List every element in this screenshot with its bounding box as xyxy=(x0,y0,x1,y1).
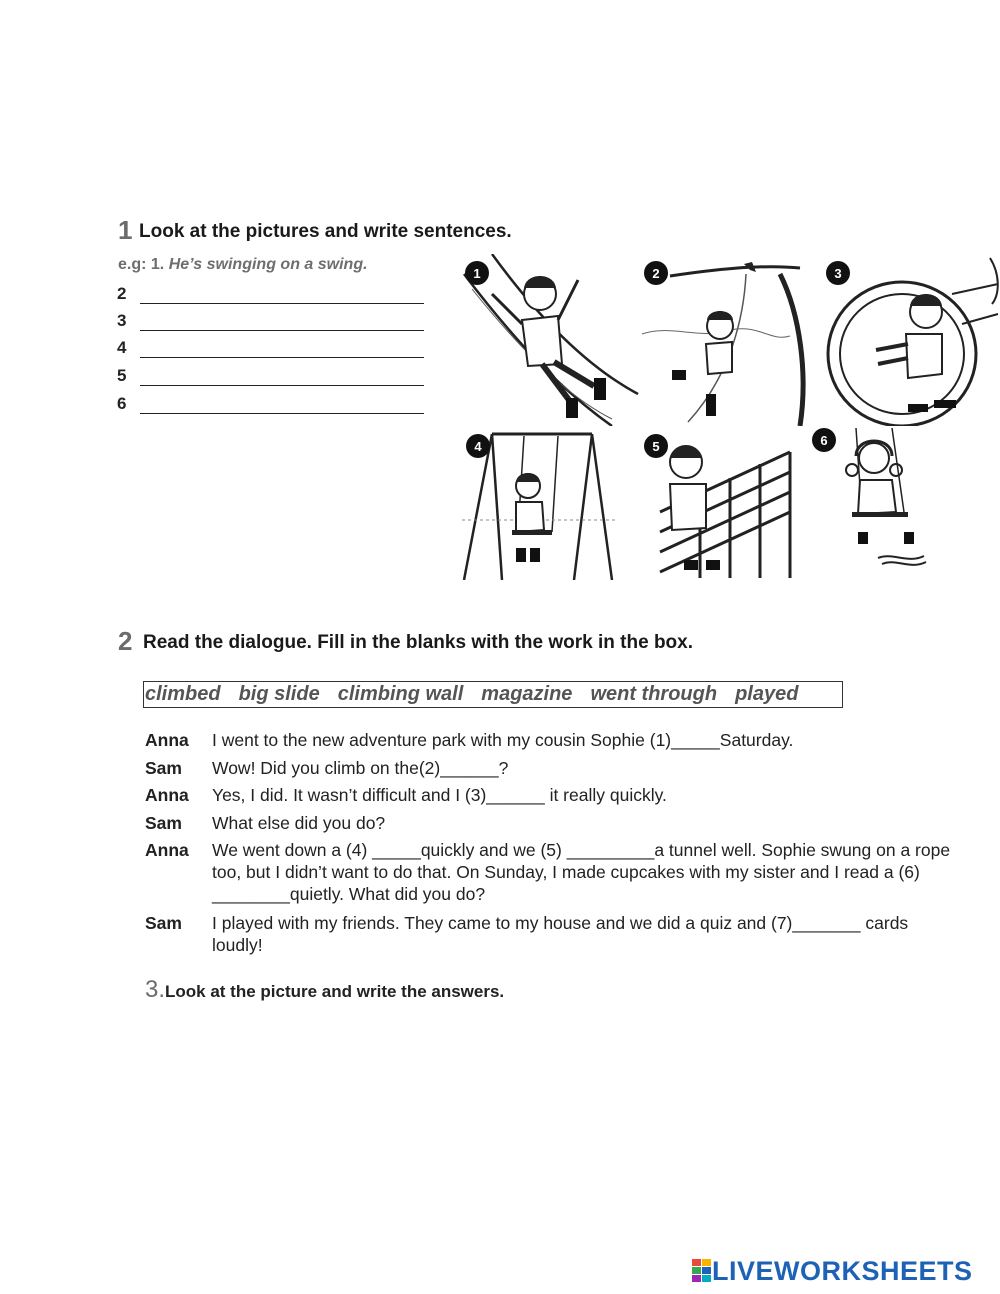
answer-blank-2[interactable] xyxy=(140,285,424,304)
exercise-3-title: Look at the picture and write the answers. xyxy=(165,982,505,1001)
answer-line-4 xyxy=(117,338,424,358)
dialogue-row xyxy=(145,784,960,806)
logo-blocks-icon xyxy=(692,1259,712,1283)
word-option[interactable]: climbed xyxy=(145,683,221,705)
dialogue-row xyxy=(145,757,960,779)
dialogue-row xyxy=(145,812,960,834)
picture-3-tunnel xyxy=(822,254,1000,426)
answer-number: 3 xyxy=(117,311,127,330)
picture-1-slide xyxy=(462,254,640,426)
dialogue-row xyxy=(145,912,960,956)
answer-blank-4[interactable] xyxy=(140,339,424,358)
picture-4-swing xyxy=(462,432,618,580)
picture-number-badge: 4 xyxy=(466,434,490,458)
answer-line-5 xyxy=(117,366,424,386)
dialogue-line: I played with my friends. They came to my house and we did a quiz and (7)_______ cards loudly! xyxy=(212,913,909,955)
picture-number-badge: 1 xyxy=(465,261,489,285)
exercise-2-number: 2 xyxy=(118,626,133,656)
dialogue-row xyxy=(145,729,960,751)
answer-number: 2 xyxy=(117,284,127,303)
speaker-name: Sam xyxy=(145,813,182,833)
word-option[interactable]: big slide xyxy=(238,683,320,705)
word-option[interactable]: magazine xyxy=(481,683,573,705)
answer-blank-5[interactable] xyxy=(140,367,424,386)
example-line xyxy=(118,256,368,274)
answer-line-2 xyxy=(117,284,424,304)
dialogue-line: We went down a (4) _____quickly and we (5) _________a tunnel well. Sophie swung on a rope too, but I didn’t want to do that. On Sunday, I made cupcakes with my sister and I read a (6) ________quietly. What did you do? xyxy=(212,840,951,904)
logo-text: LIVEWORKSHEETS xyxy=(712,1255,973,1286)
word-option[interactable]: climbing wall xyxy=(337,683,464,705)
speaker-name: Sam xyxy=(145,758,182,778)
liveworksheets-logo xyxy=(692,1255,973,1287)
answer-line-6 xyxy=(117,394,424,414)
picture-number-badge: 6 xyxy=(812,428,836,452)
answer-number: 5 xyxy=(117,366,127,385)
answer-line-3 xyxy=(117,311,424,331)
word-option[interactable]: went through xyxy=(590,683,718,705)
picture-number-badge: 5 xyxy=(644,434,668,458)
dialogue-line: What else did you do? xyxy=(212,813,386,833)
word-box xyxy=(143,681,843,708)
exercise-2-title: Read the dialogue. Fill in the blanks with the work in the box. xyxy=(143,632,693,653)
picture-number-badge: 2 xyxy=(644,261,668,285)
girl-swing-illustration xyxy=(812,426,988,576)
dialogue-line: I went to the new adventure park with my cousin Sophie (1)_____Saturday. xyxy=(212,730,794,750)
dialogue-line: Yes, I did. It wasn’t difficult and I (3)______ it really quickly. xyxy=(212,785,667,805)
dialogue-row xyxy=(145,839,960,905)
word-option[interactable]: played xyxy=(735,683,799,705)
exercise-1-title: Look at the pictures and write sentences. xyxy=(139,221,512,242)
speaker-name: Anna xyxy=(145,785,189,805)
speaker-name: Anna xyxy=(145,730,189,750)
speaker-name: Anna xyxy=(145,840,189,860)
answer-blank-3[interactable] xyxy=(140,312,424,331)
example-prefix: e.g: 1. xyxy=(118,256,165,273)
answer-number: 4 xyxy=(117,338,127,357)
exercise-3-number: 3. xyxy=(145,976,166,1003)
exercise-3-heading xyxy=(145,976,504,1004)
example-sentence: He’s swinging on a swing. xyxy=(168,256,368,273)
picture-number-badge: 3 xyxy=(826,261,850,285)
picture-6-girl-swing xyxy=(812,426,988,576)
picture-2-rope xyxy=(640,254,812,426)
speaker-name: Sam xyxy=(145,913,182,933)
exercise-1-number: 1 xyxy=(118,215,133,245)
answer-number: 6 xyxy=(117,394,127,413)
dialogue-line: Wow! Did you climb on the(2)______? xyxy=(212,758,509,778)
tunnel-illustration xyxy=(822,254,1000,426)
answer-blank-6[interactable] xyxy=(140,395,424,414)
picture-5-climbing-frame xyxy=(640,432,796,580)
slide-illustration xyxy=(462,254,640,426)
